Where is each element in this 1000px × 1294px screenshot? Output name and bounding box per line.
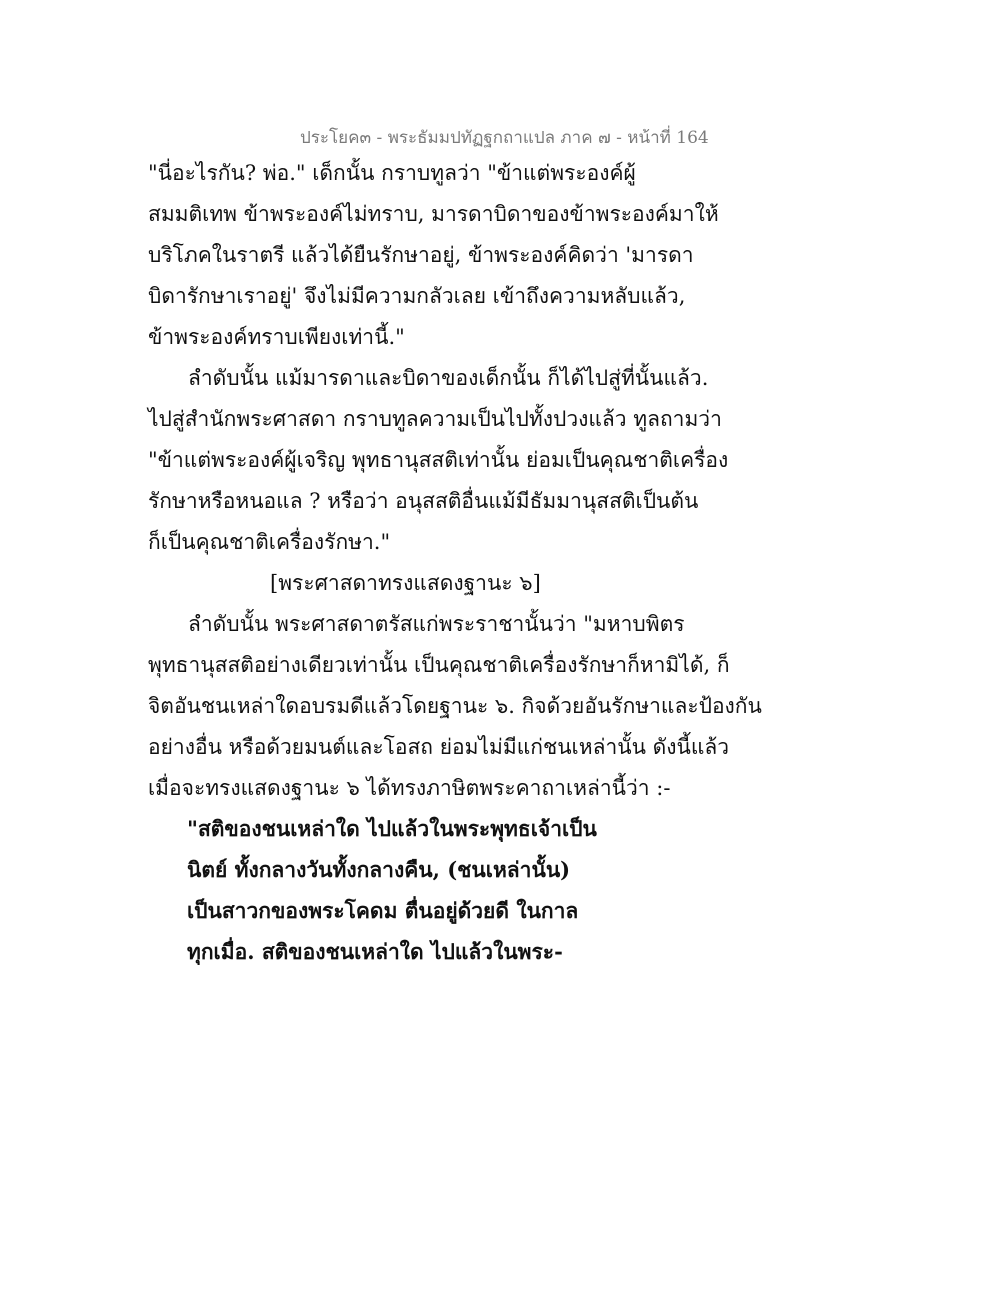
verse-line: ทุกเมื่อ. สติของชนเหล่าใด ไปแล้วในพระ- — [187, 939, 563, 964]
paragraph-line: บิดารักษาเราอยู่' จึงไม่มีความกลัวเลย เข้าถึงความหลับแล้ว, — [148, 284, 686, 308]
paragraph-line: "ข้าแต่พระองค์ผู้เจริญ พุทธานุสสติเท่านั้น ย่อมเป็นคุณชาติเครื่อง — [148, 448, 729, 472]
verse-line: นิตย์ ทั้งกลางวันทั้งกลางคืน, (ชนเหล่านั้น) — [187, 857, 571, 882]
paragraph-line: ไปสู่สำนักพระศาสดา กราบทูลความเป็นไปทั้งปวงแล้ว ทูลถามว่า — [148, 407, 722, 431]
paragraph-line: บริโภคในราตรี แล้วได้ยืนรักษาอยู่, ข้าพระองค์คิดว่า 'มารดา — [148, 243, 694, 267]
paragraph-line: สมมติเทพ ข้าพระองค์ไม่ทราบ, มารดาบิดาของข้าพระองค์มาให้ — [148, 202, 719, 226]
paragraph-line: "นี่อะไรกัน? พ่อ." เด็กนั้น กราบทูลว่า "ข้าแต่พระองค์ผู้ — [148, 161, 636, 185]
running-header: ประโยค๓ - พระธัมมปทัฏฐกถาแปล ภาค ๗ - หน้าที่ 164 — [300, 128, 709, 148]
paragraph-line: เมื่อจะทรงแสดงฐานะ ๖ ได้ทรงภาษิตพระคาถาเหล่านี้ว่า :- — [148, 776, 671, 800]
paragraph-line: จิตอันชนเหล่าใดอบรมดีแล้วโดยฐานะ ๖. กิจด้วยอันรักษาและป้องกัน — [148, 694, 762, 718]
paragraph-line: รักษาหรือหนอแล ? หรือว่า อนุสสติอื่นแม้มีธัมมานุสสติเป็นต้น — [148, 489, 699, 513]
paragraph-line: ก็เป็นคุณชาติเครื่องรักษา." — [148, 530, 391, 554]
section-heading: [พระศาสดาทรงแสดงฐานะ ๖] — [270, 571, 541, 595]
paragraph-line: อย่างอื่น หรือด้วยมนต์และโอสถ ย่อมไม่มีแก่ชนเหล่านั้น ดังนี้แล้ว — [148, 735, 730, 759]
paragraph-line: ลำดับนั้น พระศาสดาตรัสแก่พระราชานั้นว่า "มหาบพิตร — [188, 612, 685, 636]
verse-line: "สติของชนเหล่าใด ไปแล้วในพระพุทธเจ้าเป็น — [187, 816, 597, 841]
paragraph-line: ข้าพระองค์ทราบเพียงเท่านี้." — [148, 325, 405, 349]
verse-line: เป็นสาวกของพระโคดม ตื่นอยู่ด้วยดี ในกาล — [187, 898, 579, 923]
paragraph-line: พุทธานุสสติอย่างเดียวเท่านั้น เป็นคุณชาติเครื่องรักษาก็หามิได้, ก็ — [148, 653, 730, 677]
paragraph-line: ลำดับนั้น แม้มารดาและบิดาของเด็กนั้น ก็ได้ไปสู่ที่นั้นแล้ว. — [188, 366, 709, 390]
